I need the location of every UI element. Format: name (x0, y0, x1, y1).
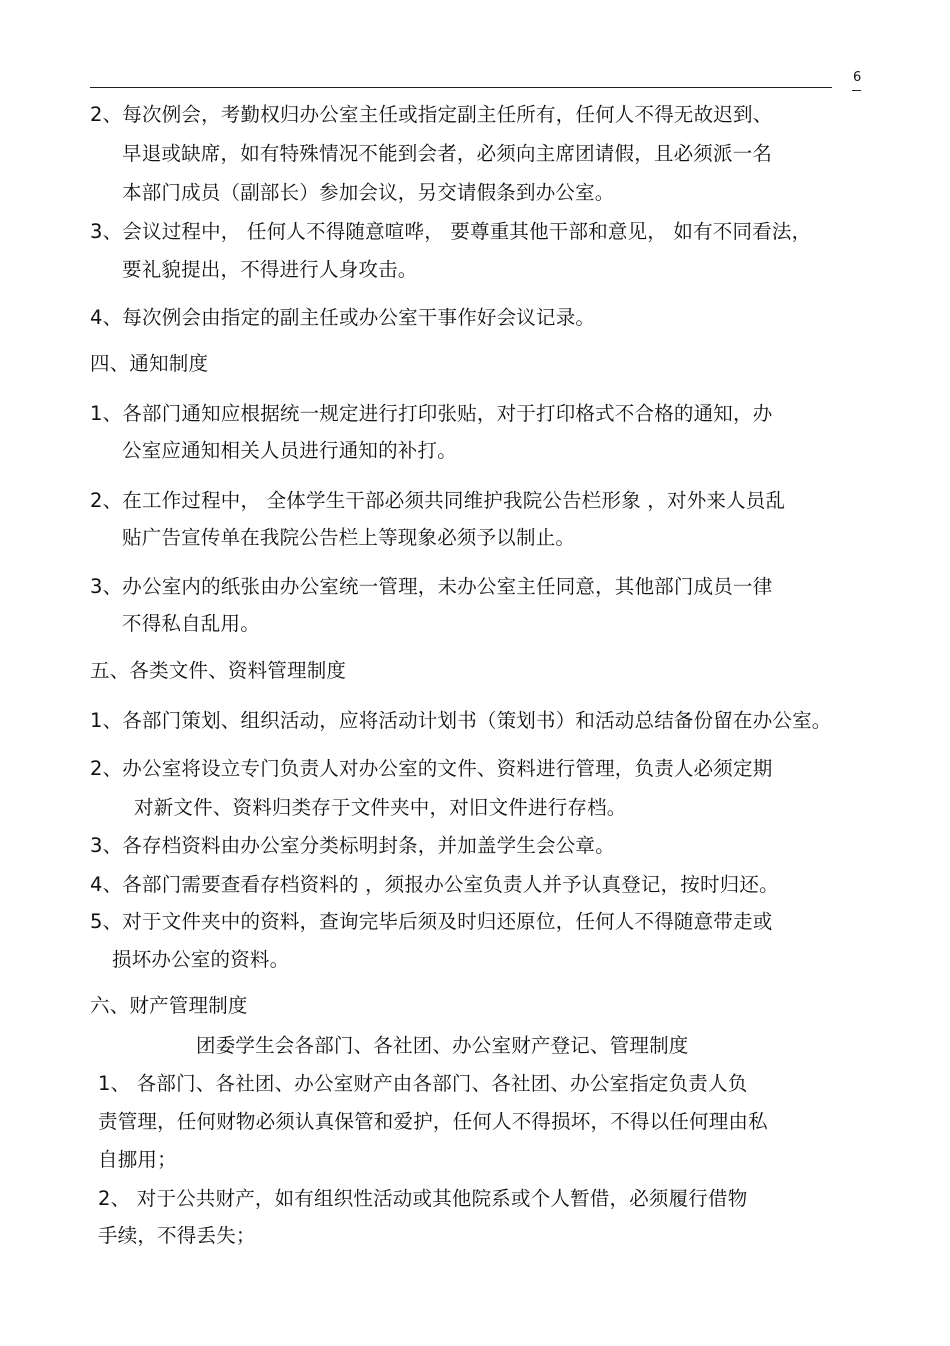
text-line-11: 贴广告宣传单在我院公告栏上等现象必须予以制止。 (122, 526, 576, 549)
text-line-15: 1、各部门策划、组织活动，应将活动计划书（策划书）和活动总结备份留在办公室。 (90, 709, 832, 732)
text-line-16: 2、办公室将设立专门负责人对办公室的文件、资料进行管理，负责人必须定期 (90, 757, 773, 780)
subsection-title: 团委学生会各部门、各社团、办公室财产登记、管理制度 (196, 1034, 689, 1057)
text-line-12: 3、办公室内的纸张由办公室统一管理，未办公室主任同意，其他部门成员一律 (90, 575, 773, 598)
page-number: 6 (853, 70, 862, 85)
text-line-8: 1、各部门通知应根据统一规定进行打印张贴，对于打印格式不合格的通知，办 (90, 402, 773, 425)
text-line-9: 公室应通知相关人员进行通知的补打。 (122, 439, 457, 462)
text-line-3: 本部门成员（副部长）参加会议，另交请假条到办公室。 (122, 181, 615, 204)
section-heading-documents: 五、各类文件、资料管理制度 (90, 659, 347, 682)
text-line-18: 3、各存档资料由办公室分类标明封条，并加盖学生会公章。 (90, 834, 615, 857)
text-line-28: 手续，不得丢失； (98, 1224, 256, 1247)
text-line-1: 2、每次例会，考勤权归办公室主任或指定副主任所有，任何人不得无故迟到、 (90, 103, 773, 126)
text-line-24: 1、 各部门、各社团、办公室财产由各部门、各社团、办公室指定负责人负 (98, 1072, 748, 1095)
text-line-4: 3、会议过程中， 任何人不得随意喧哗， 要尊重其他干部和意见， 如有不同看法， (90, 220, 812, 243)
text-line-21: 损坏办公室的资料。 (112, 948, 290, 971)
text-line-19: 4、各部门需要查看存档资料的 ，须报办公室负责人并予认真登记，按时归还。 (90, 873, 779, 896)
text-line-6: 4、每次例会由指定的副主任或办公室干事作好会议记录。 (90, 306, 596, 329)
page-number-underline (852, 90, 861, 91)
section-heading-notice: 四、通知制度 (90, 352, 209, 375)
text-line-17: 对新文件、资料归类存于文件夹中，对旧文件进行存档。 (134, 796, 627, 819)
section-heading-property: 六、财产管理制度 (90, 994, 248, 1017)
text-line-2: 早退或缺席，如有特殊情况不能到会者，必须向主席团请假，且必须派一名 (122, 142, 773, 165)
text-line-27: 2、 对于公共财产，如有组织性活动或其他院系或个人暂借，必须履行借物 (98, 1187, 748, 1210)
text-line-13: 不得私自乱用。 (122, 612, 260, 635)
header-rule (90, 87, 832, 88)
text-line-20: 5、对于文件夹中的资料，查询完毕后须及时归还原位，任何人不得随意带走或 (90, 910, 773, 933)
text-line-5: 要礼貌提出，不得进行人身攻击。 (122, 258, 418, 281)
text-line-25: 责管理，任何财物必须认真保管和爱护，任何人不得损坏，不得以任何理由私 (98, 1110, 768, 1133)
text-line-26: 自挪用； (98, 1148, 177, 1171)
text-line-10: 2、在工作过程中， 全体学生干部必须共同维护我院公告栏形象 ，对外来人员乱 (90, 489, 786, 512)
